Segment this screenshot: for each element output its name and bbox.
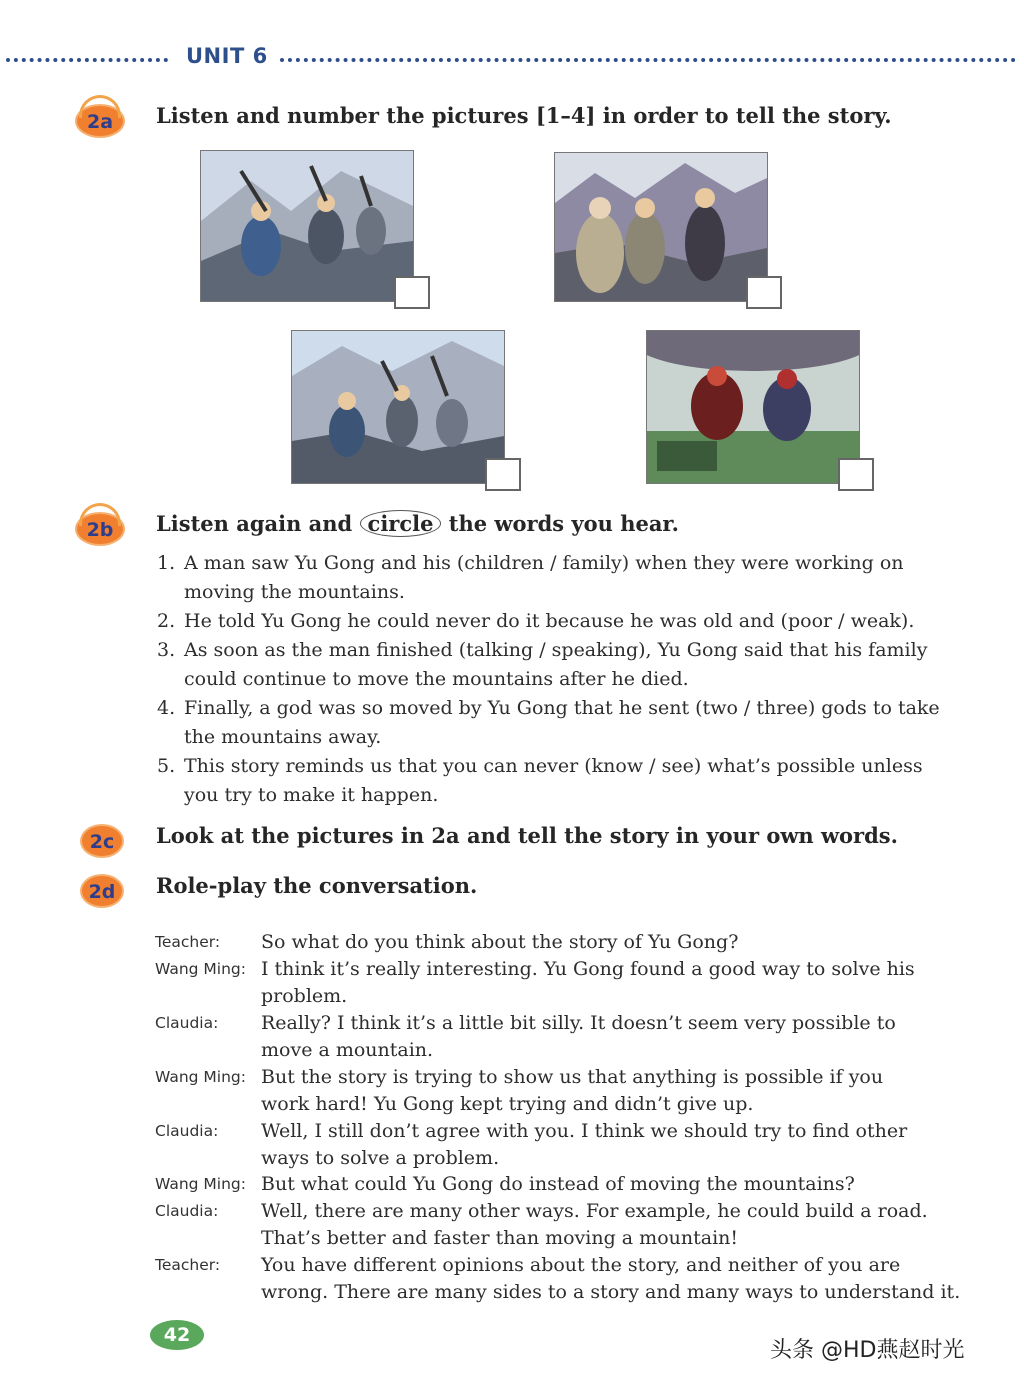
number-box-picture-1[interactable] <box>394 276 430 309</box>
list-item-5 <box>157 752 977 810</box>
instruction-2a: Listen and number the pictures [1–4] in order to tell the story. <box>156 103 892 128</box>
item-line: This story reminds us that you can never (know / see) what’s possible unless <box>184 755 923 777</box>
instruction-2c: Look at the pictures in 2a and tell the story in your own words. <box>156 823 898 848</box>
badge-2c: 2c <box>80 824 124 858</box>
item-line: He told Yu Gong he could never do it because he was old and (poor / weak). <box>184 610 915 632</box>
badge-2d: 2d <box>80 874 124 908</box>
speaker-label: Claudia: <box>155 1202 219 1220</box>
circled-word: circle <box>360 510 442 537</box>
item-line: moving the mountains. <box>184 581 405 603</box>
dialogue-lines <box>261 1118 981 1172</box>
dialogue-lines <box>261 1198 981 1252</box>
instruction-2b-before: Listen again and <box>156 511 353 536</box>
instruction-2b-after: the words you hear. <box>448 511 679 536</box>
item-number: 1. <box>157 552 176 574</box>
dialogue-line: wrong. There are many sides to a story and many ways to understand it. <box>261 1281 961 1303</box>
item-line: you try to make it happen. <box>184 784 439 806</box>
number-box-picture-4[interactable] <box>838 458 874 491</box>
item-number: 2. <box>157 610 176 632</box>
dialogue-line: Really? I think it’s a little bit silly. It doesn’t seem very possible to <box>261 1012 896 1034</box>
list-item-1 <box>157 549 977 607</box>
number-box-picture-2[interactable] <box>746 276 782 309</box>
item-line: As soon as the man finished (talking / speaking), Yu Gong said that his family <box>184 639 928 661</box>
instruction-2b <box>156 511 679 536</box>
dialogue-lines <box>261 929 981 956</box>
instruction-2d: Role-play the conversation. <box>156 873 478 898</box>
dialogue-line: I think it’s really interesting. Yu Gong found a good way to solve his <box>261 958 915 980</box>
header-dots-left <box>6 58 168 62</box>
dialogue-line: But what could Yu Gong do instead of moving the mountains? <box>261 1173 855 1195</box>
picture-old-man-yu-gong <box>554 152 768 302</box>
dialogue-line: ways to solve a problem. <box>261 1147 500 1169</box>
badge-2a: 2a <box>75 104 125 138</box>
speaker-label: Teacher: <box>155 933 221 951</box>
item-line: A man saw Yu Gong and his (children / family) when they were working on <box>184 552 904 574</box>
dialogue-line: work hard! Yu Gong kept trying and didn’t give up. <box>261 1093 754 1115</box>
dialogue-line: problem. <box>261 985 348 1007</box>
speaker-label: Wang Ming: <box>155 1175 246 1193</box>
dialogue-line: Well, there are many other ways. For example, he could build a road. <box>261 1200 928 1222</box>
badge-2b: 2b <box>75 512 125 546</box>
speaker-label: Wang Ming: <box>155 960 246 978</box>
unit-label: UNIT 6 <box>186 44 268 68</box>
number-box-picture-3[interactable] <box>485 458 521 491</box>
dialogue-line: That’s better and faster than moving a mountain! <box>261 1227 739 1249</box>
watermark: 头条 @HD燕赵时光 <box>770 1338 965 1363</box>
page-number: 42 <box>150 1320 204 1350</box>
dialogue-lines <box>261 1064 981 1118</box>
item-number: 4. <box>157 697 176 719</box>
dialogue-lines <box>261 1171 981 1198</box>
list-item-3 <box>157 636 977 694</box>
dialogue-line: Well, I still don’t agree with you. I think we should try to find other <box>261 1120 908 1142</box>
picture-family-digging <box>291 330 505 484</box>
list-item-4 <box>157 694 977 752</box>
dialogue-line: But the story is trying to show us that anything is possible if you <box>261 1066 884 1088</box>
list-item-2 <box>157 607 977 636</box>
speaker-label: Wang Ming: <box>155 1068 246 1086</box>
dialogue-line: So what do you think about the story of Yu Gong? <box>261 931 739 953</box>
picture-gods-carry-mountain <box>646 330 860 484</box>
item-line: the mountains away. <box>184 726 382 748</box>
item-number: 5. <box>157 755 176 777</box>
header-dots-right <box>280 58 1016 62</box>
dialogue-line: You have different opinions about the story, and neither of you are <box>261 1254 901 1276</box>
speaker-label: Claudia: <box>155 1122 219 1140</box>
dialogue-lines <box>261 956 981 1010</box>
picture-workers-pickaxes <box>200 150 414 302</box>
dialogue-lines <box>261 1252 981 1306</box>
item-line: Finally, a god was so moved by Yu Gong that he sent (two / three) gods to take <box>184 697 940 719</box>
dialogue-lines <box>261 1010 981 1064</box>
item-number: 3. <box>157 639 176 661</box>
item-line: could continue to move the mountains after he died. <box>184 668 689 690</box>
dialogue-line: move a mountain. <box>261 1039 434 1061</box>
speaker-label: Teacher: <box>155 1256 221 1274</box>
speaker-label: Claudia: <box>155 1014 219 1032</box>
